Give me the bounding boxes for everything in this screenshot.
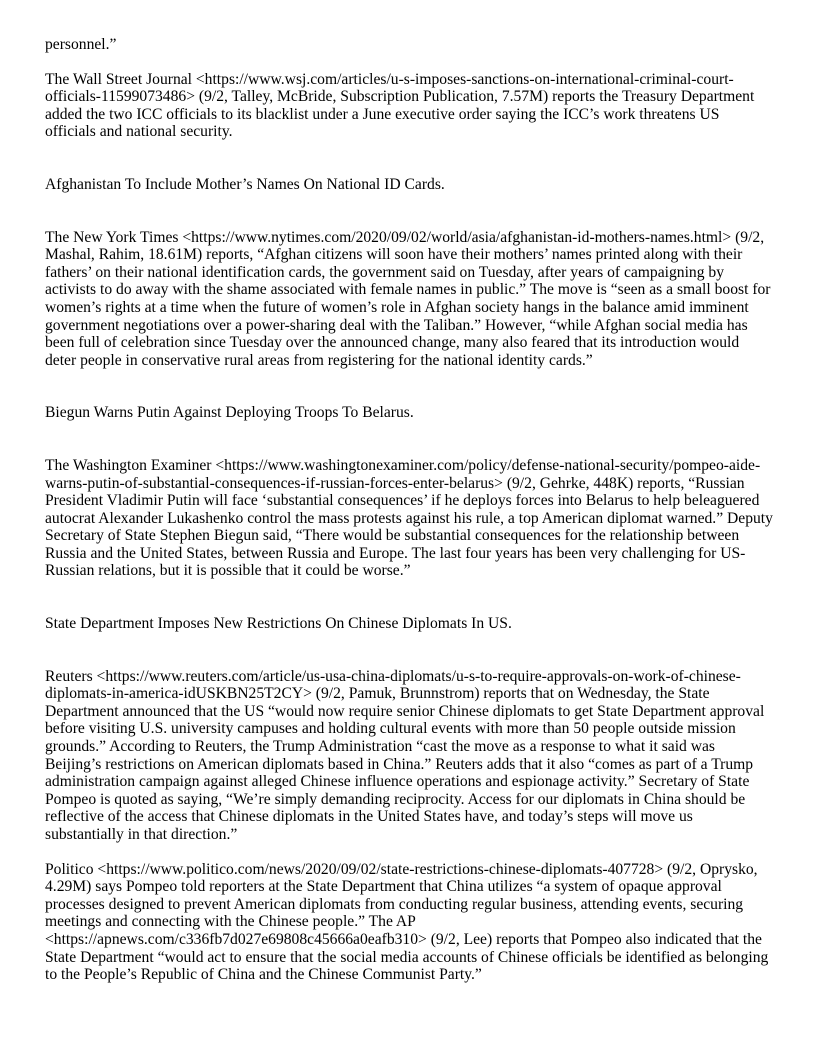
spacer [45,844,773,861]
spacer [45,580,773,615]
politico-paragraph: Politico <https://www.politico.com/news/2020/09/02/state-restrictions-chinese-diplomats-407728> (9/2, Oprysko, 4.29M) says Pompeo told reporters at the State Department that China utilizes “a system of opaque approval processes designed to prevent American diplomats from conducting regular business, attending events, securing meetings and connecting with the Chinese people.” The AP <https://apnews.com/c336fb7d027e69808c45666a0eafb310> (9/2, Lee) reports that Pompeo also indicated that the State Department “would act to ensure that the social media accounts of Chinese officials be identified as belonging to the People’s Republic of China and the Chinese Communist Party.” [45,860,769,984]
afghanistan-headline: Afghanistan To Include Mother’s Names On National ID Cards. [45,175,445,193]
continuation-text: personnel.” [45,36,117,53]
biegun-headline: Biegun Warns Putin Against Deploying Troops To Belarus. [45,404,414,422]
spacer [45,369,773,404]
nyt-paragraph: The New York Times <https://www.nytimes.com/2020/09/02/world/asia/afghanistan-id-mothers-names.html> (9/2, Mashal, Rahim, 18.61M) reports, “Afghan citizens will soon have their mothers’ names printed along with their fathers’ on their national identification cards, the government said on Tuesday, after years of campaigning by activists to do away with the shame associated with female names in public.” The move is “seen as a small boost for women’s rights at a time when the future of women’s role in Afghan society hangs in the balance amid imminent government negotiations over a power-sharing deal with the Taliban.” However, “while Afghan social media has been full of celebration since Tuesday over the announced change, many also feared that its introduction would deter people in conservative rural areas from registering for the national identity cards.” [45,228,771,369]
spacer [45,194,773,229]
document-page [45,36,773,984]
examiner-paragraph: The Washington Examiner <https://www.washingtonexaminer.com/policy/defense-national-security/pompeo-aide-warns-putin-of-substantial-consequences-if-russian-forces-enter-belarus> (9/2, Gehrke, 448K) reports, “Russian President Vladimir Putin will face ‘substantial consequences’ if he deploys forces into Belarus to help beleaguered autocrat Alexander Lukashenko control the mass protests against his rule, a top American diplomat warned.” Deputy Secretary of State Stephen Biegun said, “There would be substantial consequences for the relationship between Russia and the United States, between Russia and Europe. The last four years has been very challenging for US-Russian relations, but it is possible that it could be worse.” [45,456,773,580]
wsj-paragraph: The Wall Street Journal <https://www.wsj.com/articles/u-s-imposes-sanctions-on-international-criminal-court-officials-11599073486> (9/2, Talley, McBride, Subscription Publication, 7.57M) reports the Treasury Department added the two ICC officials to its blacklist under a June executive order saying the ICC’s work threatens US officials and national security. [45,70,755,141]
spacer [45,141,773,176]
spacer [45,422,773,457]
spacer [45,54,773,71]
spacer [45,633,773,668]
reuters-paragraph: Reuters <https://www.reuters.com/article/us-usa-china-diplomats/u-s-to-require-approvals-on-work-of-chinese-diplomats-in-america-idUSKBN25T2CY> (9/2, Pamuk, Brunnstrom) reports that on Wednesday, the State Department announced that the US “would now require senior Chinese diplomats to get State Department approval before visiting U.S. university campuses and holding cultural events with more than 50 people outside mission grounds.” According to Reuters, the Trump Administration “cast the move as a response to what it said was Beijing’s restrictions on American diplomats based in China.” Reuters adds that it also “comes as part of a Trump administration campaign against alleged Chinese influence operations and espionage activity.” Secretary of State Pompeo is quoted as saying, “We’re simply demanding reciprocity. Access for our diplomats in China should be reflective of the access that Chinese diplomats in the United States have, and today’s steps will move us substantially in that direction.” [45,667,765,843]
state-headline: State Department Imposes New Restrictions On Chinese Diplomats In US. [45,615,512,633]
